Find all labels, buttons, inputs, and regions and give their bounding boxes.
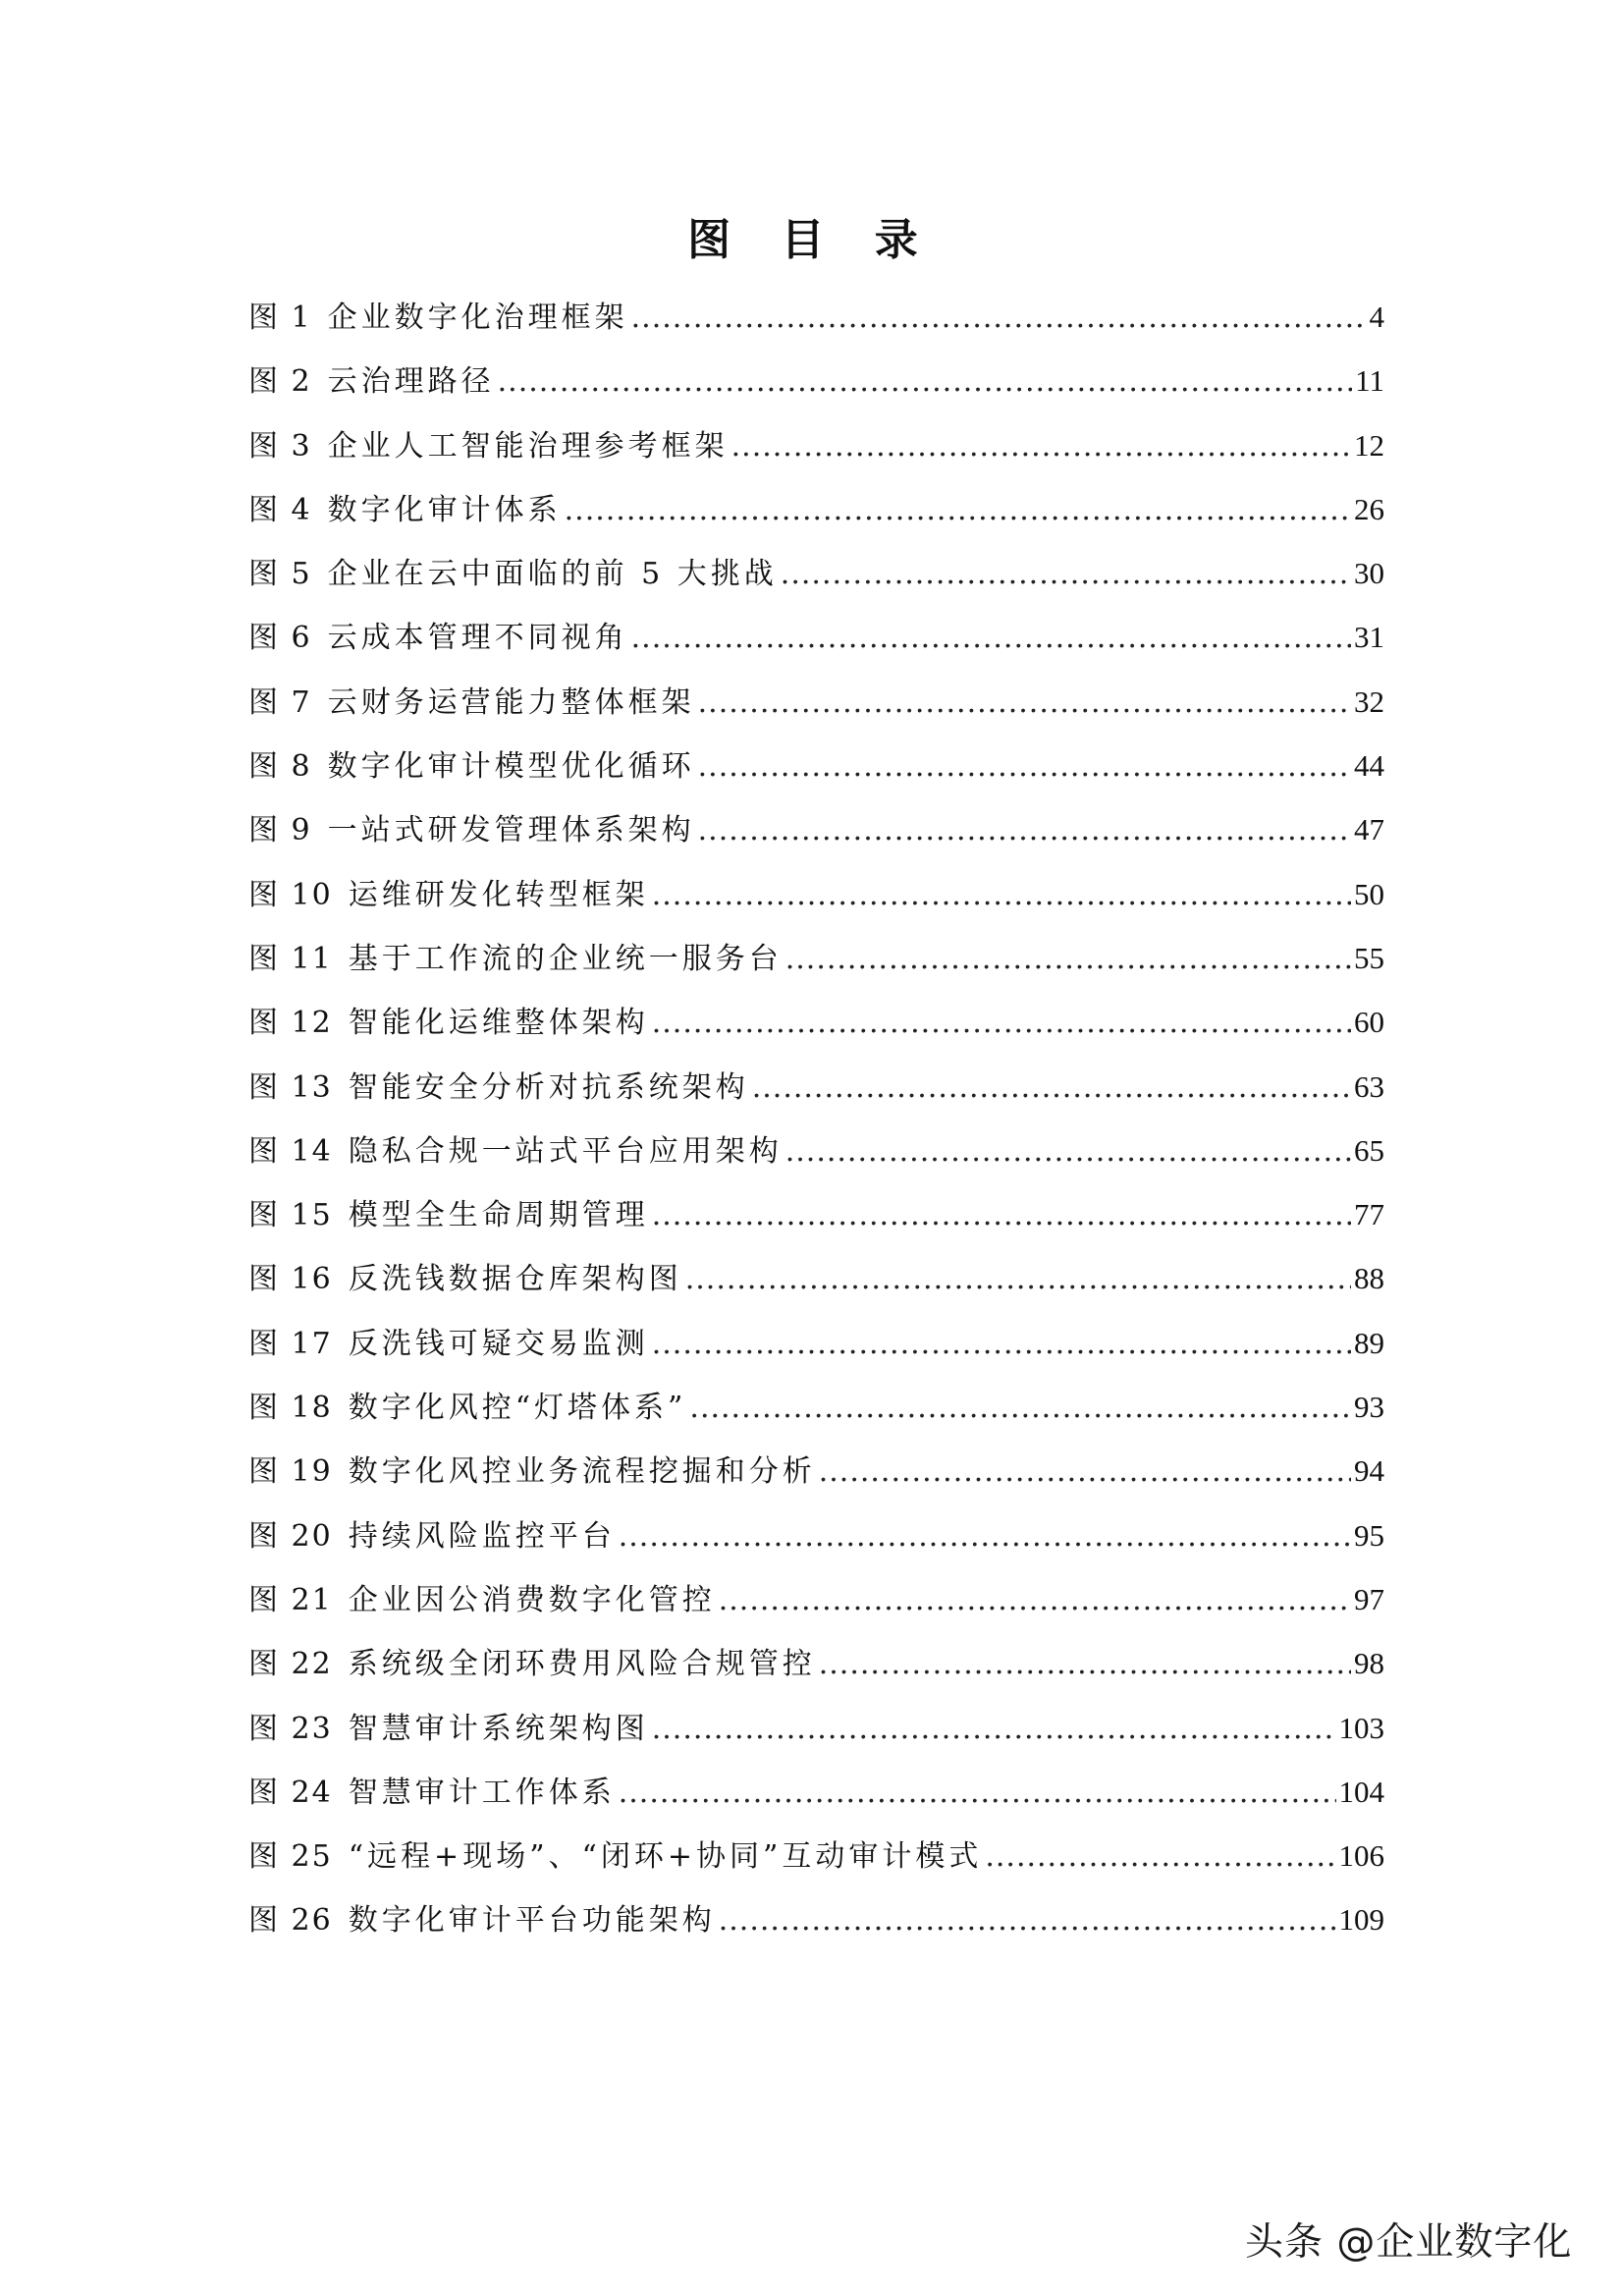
dot-leader bbox=[752, 1056, 1351, 1120]
figure-title: 企业人工智能治理参考框架 bbox=[327, 428, 729, 464]
toc-entry[interactable] bbox=[248, 413, 1384, 477]
figure-number: 图 8 bbox=[248, 749, 312, 785]
toc-entry[interactable] bbox=[248, 1696, 1384, 1760]
dot-leader bbox=[689, 1376, 1351, 1440]
page-number: 32 bbox=[1354, 683, 1384, 719]
dot-leader bbox=[652, 1183, 1351, 1247]
page-number: 30 bbox=[1354, 556, 1384, 591]
figure-number: 图 25 bbox=[248, 1839, 333, 1875]
page-number: 88 bbox=[1354, 1261, 1384, 1296]
figure-title: 企业数字化治理框架 bbox=[327, 301, 628, 335]
figure-title: 智能安全分析对抗系统架构 bbox=[348, 1069, 749, 1105]
figure-title: 数字化审计模型优化循环 bbox=[327, 749, 695, 785]
toc-entry[interactable] bbox=[248, 285, 1384, 349]
page-number: 11 bbox=[1355, 363, 1384, 399]
toc-entry[interactable] bbox=[248, 1567, 1384, 1631]
dot-leader bbox=[698, 735, 1351, 798]
figure-number: 图 26 bbox=[248, 1903, 333, 1939]
dot-leader bbox=[619, 1761, 1336, 1825]
dot-leader bbox=[819, 1440, 1351, 1503]
figure-title: 数字化审计平台功能架构 bbox=[348, 1903, 716, 1939]
dot-leader bbox=[781, 542, 1351, 606]
page-number: 63 bbox=[1354, 1068, 1384, 1104]
figure-title: 企业在云中面临的前 5 大挑战 bbox=[327, 557, 778, 592]
figure-number: 图 24 bbox=[248, 1775, 333, 1810]
figure-toc-list bbox=[248, 285, 1384, 1952]
toc-entry[interactable] bbox=[248, 926, 1384, 990]
figure-title: 智慧审计工作体系 bbox=[348, 1775, 616, 1810]
figure-number: 图 7 bbox=[248, 684, 312, 720]
toc-entry[interactable] bbox=[248, 349, 1384, 412]
figure-number: 图 12 bbox=[248, 1006, 333, 1041]
figure-title: 基于工作流的企业统一服务台 bbox=[348, 941, 783, 976]
figure-title: 企业因公消费数字化管控 bbox=[348, 1582, 716, 1617]
page-number: 60 bbox=[1354, 1005, 1384, 1040]
figure-title: 反洗钱数据仓库架构图 bbox=[348, 1262, 682, 1297]
page-number: 47 bbox=[1354, 812, 1384, 847]
toc-entry[interactable] bbox=[248, 734, 1384, 797]
dot-leader bbox=[631, 606, 1351, 670]
toc-entry[interactable] bbox=[248, 1182, 1384, 1246]
dot-leader bbox=[565, 478, 1351, 542]
figure-title: 云财务运营能力整体框架 bbox=[327, 684, 695, 720]
page-title: 图 目 录 bbox=[687, 215, 936, 265]
page-number: 104 bbox=[1338, 1774, 1384, 1809]
figure-title: “远程+现场”、“闭环+协同”互动审计模式 bbox=[348, 1839, 983, 1875]
figure-number: 图 6 bbox=[248, 621, 312, 656]
toc-entry[interactable] bbox=[248, 1119, 1384, 1182]
dot-leader bbox=[652, 863, 1351, 927]
figure-number: 图 9 bbox=[248, 813, 312, 848]
figure-number: 图 19 bbox=[248, 1454, 333, 1490]
dot-leader bbox=[985, 1825, 1335, 1888]
figure-number: 图 1 bbox=[248, 301, 312, 335]
figure-number: 图 3 bbox=[248, 428, 312, 464]
dot-leader bbox=[652, 991, 1351, 1055]
toc-entry[interactable] bbox=[248, 541, 1384, 605]
dot-leader bbox=[698, 671, 1351, 735]
figure-title: 隐私合规一站式平台应用架构 bbox=[348, 1133, 783, 1169]
dot-leader bbox=[719, 1888, 1336, 1952]
figure-title: 数字化风控“灯塔体系” bbox=[348, 1391, 687, 1426]
page-number: 50 bbox=[1354, 876, 1384, 911]
toc-entry[interactable] bbox=[248, 477, 1384, 541]
page-number: 26 bbox=[1354, 491, 1384, 526]
page-number: 98 bbox=[1354, 1646, 1384, 1681]
figure-number: 图 2 bbox=[248, 364, 312, 400]
figure-number: 图 10 bbox=[248, 877, 333, 912]
page-number: 95 bbox=[1354, 1517, 1384, 1553]
dot-leader bbox=[698, 798, 1351, 862]
figure-number: 图 15 bbox=[248, 1198, 333, 1233]
toc-entry[interactable] bbox=[248, 1311, 1384, 1375]
page-number: 97 bbox=[1354, 1581, 1384, 1616]
figure-title: 反洗钱可疑交易监测 bbox=[348, 1326, 649, 1361]
page-number: 94 bbox=[1354, 1453, 1384, 1489]
figure-title: 云治理路径 bbox=[327, 364, 495, 400]
figure-title: 云成本管理不同视角 bbox=[327, 621, 628, 656]
toc-entry[interactable] bbox=[248, 1439, 1384, 1503]
toc-entry[interactable] bbox=[248, 862, 1384, 926]
figure-title: 模型全生命周期管理 bbox=[348, 1198, 649, 1233]
dot-leader bbox=[685, 1247, 1351, 1311]
dot-leader bbox=[785, 1120, 1351, 1183]
toc-entry[interactable] bbox=[248, 1631, 1384, 1695]
figure-number: 图 16 bbox=[248, 1262, 333, 1297]
figure-title: 智能化运维整体架构 bbox=[348, 1006, 649, 1041]
figure-number: 图 4 bbox=[248, 492, 312, 527]
toc-entry[interactable] bbox=[248, 1503, 1384, 1567]
watermark: 头条 @企业数字化 bbox=[1245, 2220, 1573, 2265]
dot-leader bbox=[498, 350, 1353, 413]
figure-title: 数字化风控业务流程挖掘和分析 bbox=[348, 1454, 816, 1490]
toc-entry[interactable] bbox=[248, 1824, 1384, 1887]
figure-title: 数字化审计体系 bbox=[327, 492, 562, 527]
figure-number: 图 22 bbox=[248, 1647, 333, 1682]
toc-entry[interactable] bbox=[248, 1887, 1384, 1951]
page-number: 106 bbox=[1338, 1838, 1384, 1874]
dot-leader bbox=[652, 1312, 1351, 1376]
toc-entry[interactable] bbox=[248, 1055, 1384, 1119]
dot-leader bbox=[631, 286, 1367, 350]
figure-title: 运维研发化转型框架 bbox=[348, 877, 649, 912]
toc-entry[interactable] bbox=[248, 1760, 1384, 1824]
page-number: 44 bbox=[1354, 748, 1384, 784]
toc-entry[interactable] bbox=[248, 1246, 1384, 1310]
figure-title: 一站式研发管理体系架构 bbox=[327, 813, 695, 848]
dot-leader bbox=[652, 1697, 1336, 1761]
toc-entry[interactable] bbox=[248, 797, 1384, 861]
figure-title: 系统级全闭环费用风险合规管控 bbox=[348, 1647, 816, 1682]
dot-leader bbox=[785, 927, 1351, 991]
page-number: 103 bbox=[1338, 1710, 1384, 1745]
toc-entry[interactable] bbox=[248, 990, 1384, 1054]
toc-entry[interactable] bbox=[248, 1375, 1384, 1439]
toc-entry[interactable] bbox=[248, 605, 1384, 669]
page-number: 89 bbox=[1354, 1325, 1384, 1360]
page-number: 65 bbox=[1354, 1132, 1384, 1168]
figure-number: 图 21 bbox=[248, 1582, 333, 1617]
toc-entry[interactable] bbox=[248, 670, 1384, 734]
figure-number: 图 13 bbox=[248, 1069, 333, 1105]
figure-title: 持续风险监控平台 bbox=[348, 1518, 616, 1554]
dot-leader bbox=[731, 414, 1351, 478]
dot-leader bbox=[619, 1504, 1351, 1568]
figure-number: 图 20 bbox=[248, 1518, 333, 1554]
figure-number: 图 11 bbox=[248, 941, 333, 976]
dot-leader bbox=[719, 1568, 1351, 1632]
page-number: 93 bbox=[1354, 1390, 1384, 1425]
page-number: 109 bbox=[1338, 1902, 1384, 1938]
page-number: 31 bbox=[1354, 620, 1384, 655]
page-number: 12 bbox=[1354, 427, 1384, 463]
page-number: 4 bbox=[1369, 300, 1384, 334]
figure-number: 图 23 bbox=[248, 1711, 333, 1746]
figure-number: 图 14 bbox=[248, 1133, 333, 1169]
page-number: 55 bbox=[1354, 940, 1384, 975]
figure-number: 图 5 bbox=[248, 557, 312, 592]
dot-leader bbox=[819, 1632, 1351, 1696]
figure-title: 智慧审计系统架构图 bbox=[348, 1711, 649, 1746]
page-number: 77 bbox=[1354, 1197, 1384, 1232]
figure-number: 图 18 bbox=[248, 1391, 333, 1426]
figure-number: 图 17 bbox=[248, 1326, 333, 1361]
